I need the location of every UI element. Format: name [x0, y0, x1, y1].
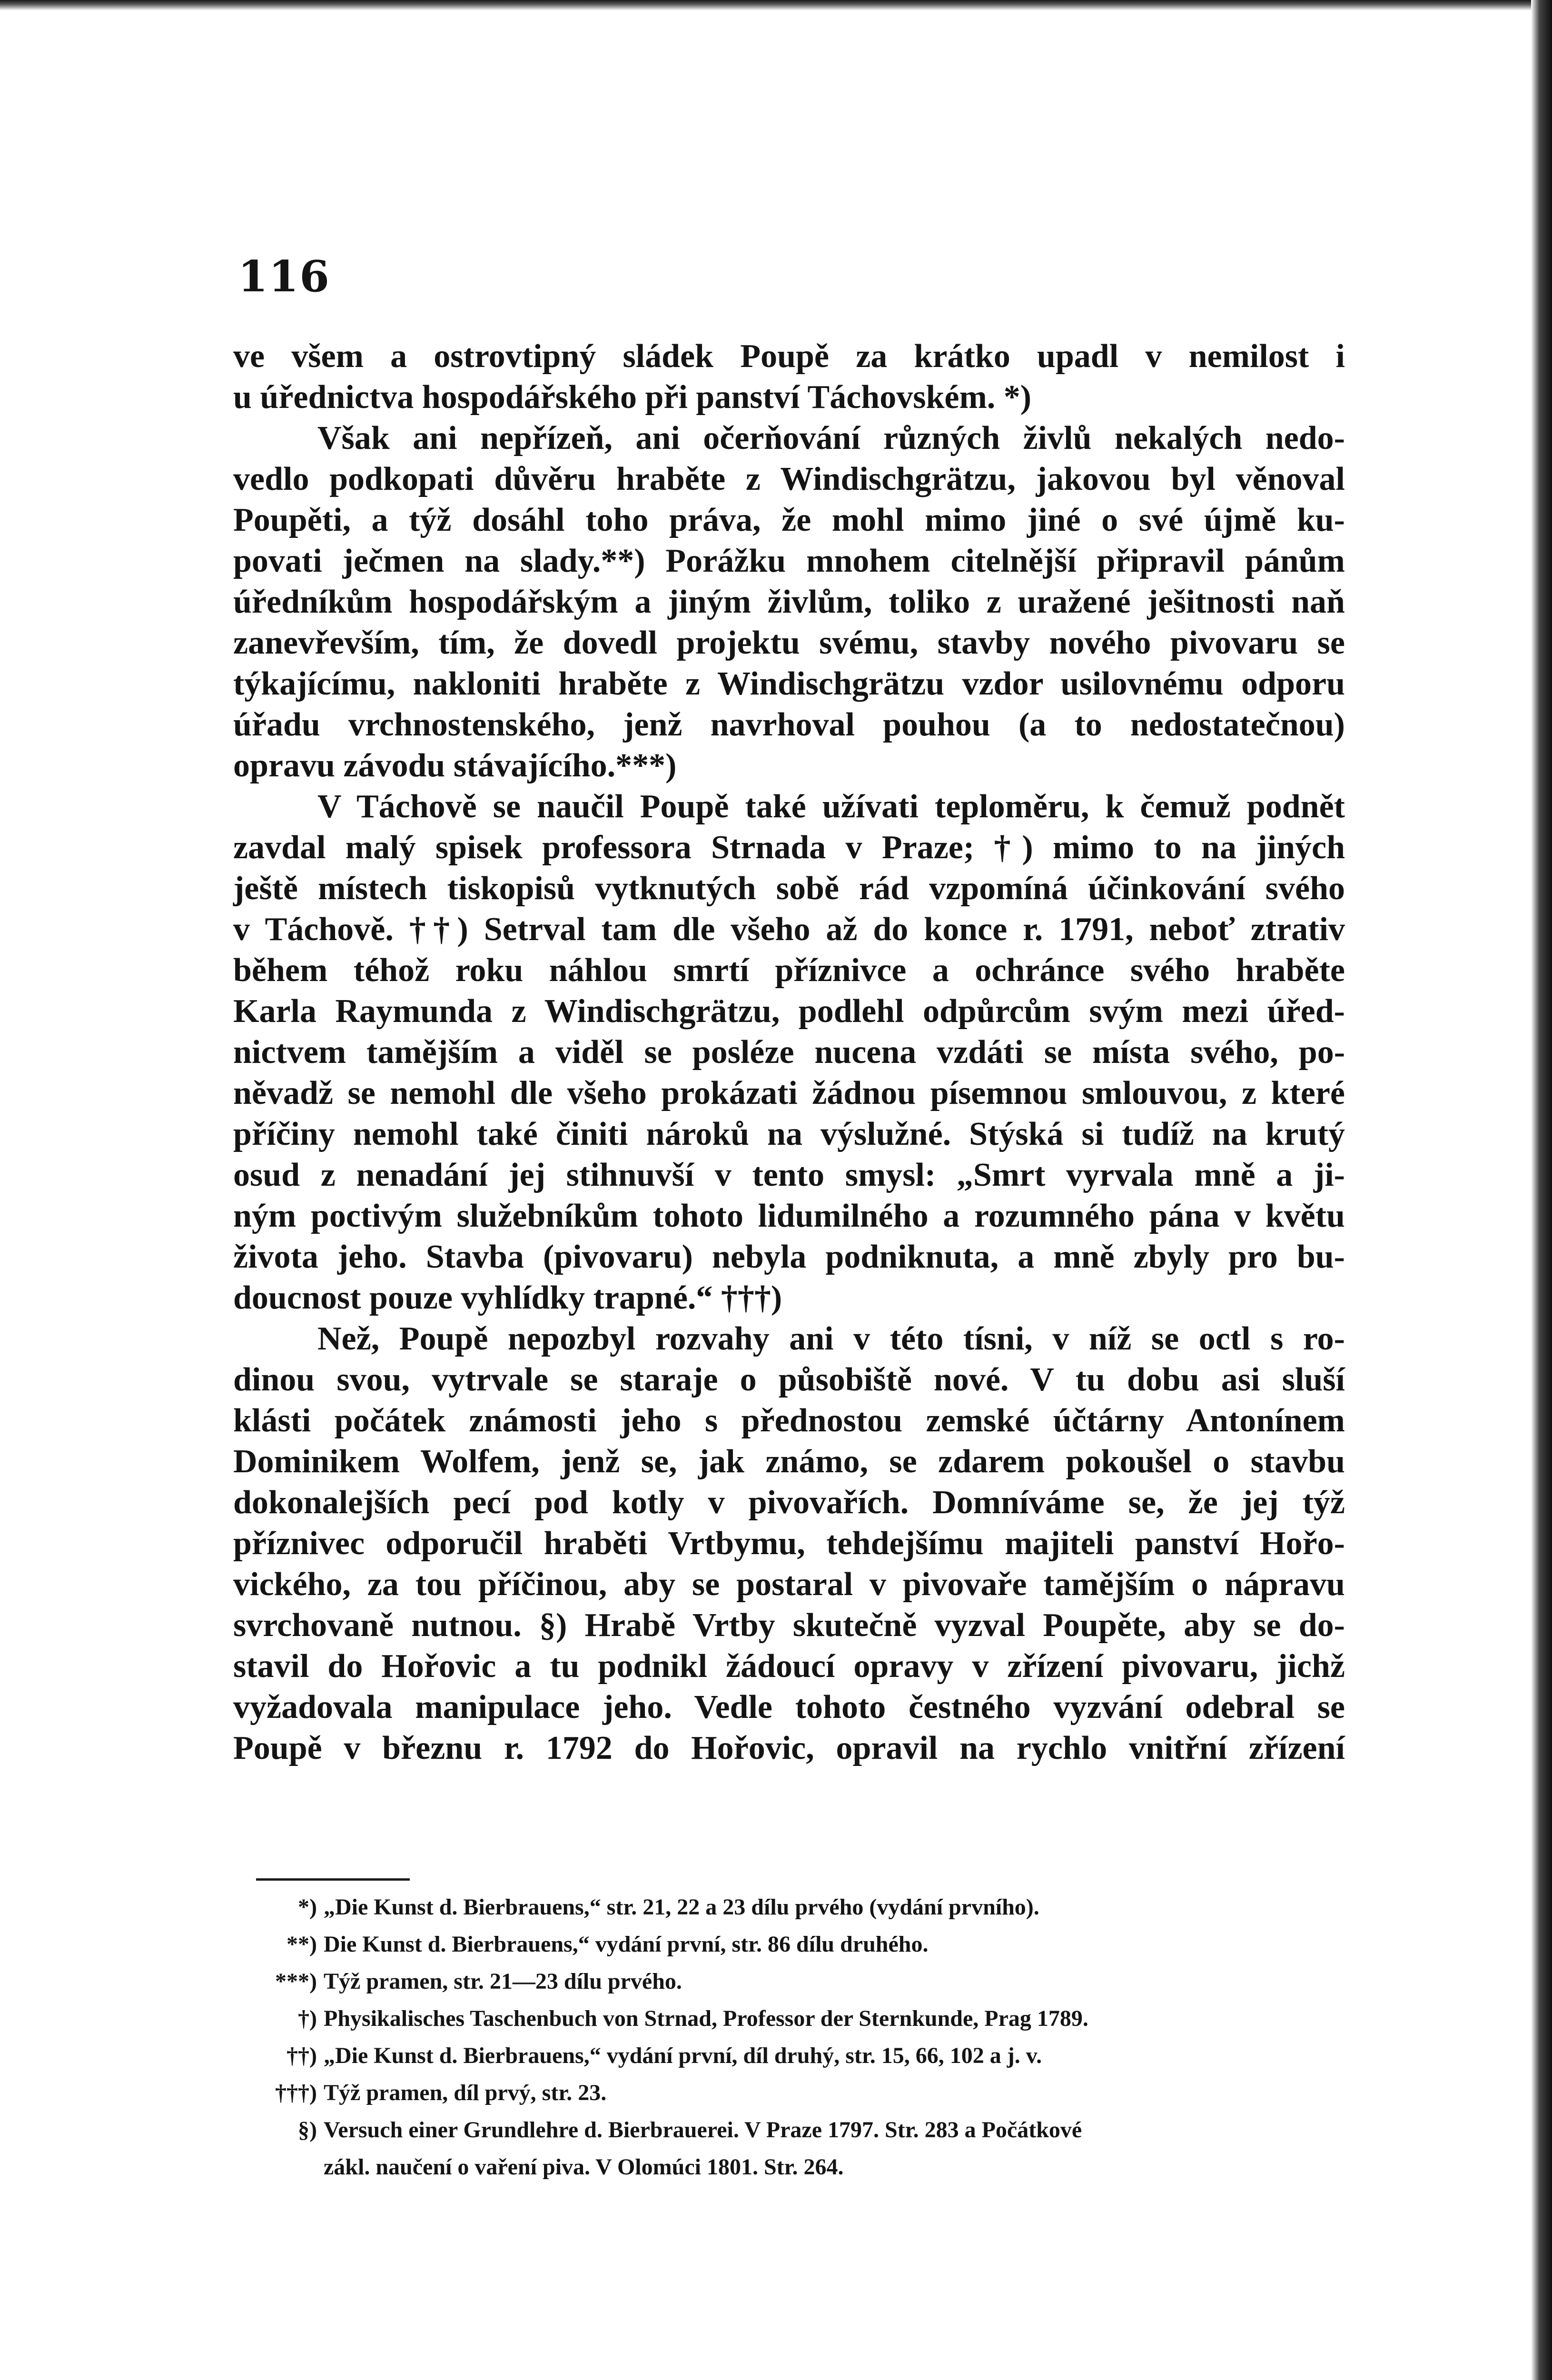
text-line: týkajícímu, nakloniti hraběte z Windischgrätzu vzdor usilovnému odporu — [233, 665, 1345, 702]
text-line: dinou svou, vytrvale se staraje o působiště nové. V tu dobu asi sluší — [233, 1361, 1345, 1398]
footnote-mark: ††) — [287, 2043, 317, 2068]
text-line: Poupěti, a týž dosáhl toho práva, že mohl mimo jiné o své újmě ku- — [233, 502, 1345, 538]
text-line: povati ječmen na slady.**) Porážku mnohem citelnější připravil pánům — [233, 543, 1345, 579]
text-line: ještě místech tiskopisů vytknutých sobě rád vzpomíná účinkování svého — [233, 870, 1345, 907]
text-line: zavdal malý spisek professora Strnada v Praze; †) mimo to na jiných — [233, 829, 1345, 866]
text-line: Poupě v březnu r. 1792 do Hořovic, opravil na rychlo vnitřní zřízení — [233, 1730, 1345, 1766]
footnote — [233, 2074, 1345, 2112]
text-line: vyžadovala manipulace jeho. Vedle tohoto čestného vyzvání odebral se — [233, 1689, 1345, 1726]
text-line: příčiny nemohl také činiti nároků na výslužné. Stýská si tudíž na krutý — [233, 1116, 1345, 1152]
text-line: ve všem a ostrovtipný sládek Poupě za krátko upadl v nemilost i — [233, 338, 1345, 375]
text-line: svrchovaně nutnou. §) Hrabě Vrtby skutečně vyzval Poupěte, aby se do- — [233, 1607, 1345, 1644]
footnote-mark: †) — [298, 2006, 317, 2031]
footnote — [233, 2000, 1345, 2037]
text-line: nictvem tamějším a viděl se posléze nucena vzdáti se místa svého, po- — [233, 1034, 1345, 1071]
footnote-text: Týž pramen, str. 21—23 dílu prvého. — [324, 1969, 682, 1994]
text-line: během téhož roku náhlou smrtí příznivce a ochránce svého hraběte — [233, 952, 1345, 989]
footnote — [233, 2037, 1345, 2074]
text-line: V Táchově se naučil Poupě také užívati teploměru, k čemuž podnět — [317, 788, 1345, 825]
footnote-text: „Die Kunst d. Bierbrauens,“ vydání první, díl druhý, str. 15, 66, 102 a j. v. — [324, 2043, 1042, 2068]
text-line: úředníkům hospodářským a jiným živlům, toliko z uražené ješitnosti naň — [233, 584, 1345, 620]
text-line: opravu závodu stávajícího.***) — [233, 747, 677, 784]
text-line: v Táchově. ††) Setrval tam dle všeho až do konce r. 1791, neboť ztrativ — [233, 911, 1345, 948]
text-line: klásti počátek známosti jeho s přednostou zemské účtárny Antonínem — [233, 1402, 1345, 1439]
text-line: příznivec odporučil hraběti Vrtbymu, tehdejšímu majiteli panství Hořo- — [233, 1525, 1345, 1562]
footnotes — [233, 1889, 1345, 2186]
footnote — [233, 2149, 1345, 2186]
text-line: života jeho. Stavba (pivovaru) nebyla podniknuta, a mně zbyly pro bu- — [233, 1239, 1345, 1275]
footnote-text: Versuch einer Grundlehre d. Bierbrauerei. V Praze 1797. Str. 283 a Počátkové — [324, 2117, 1082, 2142]
footnote-text: zákl. naučení o vaření piva. V Olomúci 1801. Str. 264. — [324, 2154, 844, 2180]
text-line: doucnost pouze vyhlídky trapné.“ †††) — [233, 1279, 782, 1316]
scan-edge-top — [0, 0, 1552, 10]
text-line: něvadž se nemohl dle všeho prokázati žádnou písemnou smlouvou, z které — [233, 1075, 1345, 1111]
text-line: stavil do Hořovic a tu podnikl žádoucí opravy v zřízení pivovaru, jichž — [233, 1648, 1345, 1685]
footnote-text: Týž pramen, díl prvý, str. 23. — [324, 2080, 607, 2105]
text-line: vedlo podkopati důvěru hraběte z Windischgrätzu, jakovou byl věnoval — [233, 461, 1345, 497]
text-line: dokonalejších pecí pod kotly v pivovařích. Domníváme se, že jej týž — [233, 1484, 1345, 1521]
text-line: Dominikem Wolfem, jenž se, jak známo, se zdarem pokoušel o stavbu — [233, 1443, 1345, 1480]
text-line: ným poctivým služebníkům tohoto lidumilného a rozumného pána v květu — [233, 1198, 1345, 1234]
body-text — [233, 336, 1345, 1769]
footnote-text: „Die Kunst d. Bierbrauens,“ str. 21, 22 a 23 dílu prvého (vydání prvního). — [324, 1894, 1039, 1920]
footnote-mark: **) — [287, 1932, 317, 1957]
page-number: 116 — [238, 251, 330, 302]
footnote — [233, 2112, 1345, 2149]
scan-edge-right — [1531, 0, 1552, 2380]
text-line: osud z nenadání jej stihnuvší v tento smysl: „Smrt vyrvala mně a ji- — [233, 1157, 1345, 1193]
footnote-mark: ***) — [275, 1969, 317, 1994]
footnote — [233, 1926, 1345, 1963]
footnote-mark: §) — [298, 2117, 317, 2142]
text-line: Však ani nepřízeň, ani očerňování různých živlů nekalých nedo- — [317, 420, 1345, 456]
text-line: Karla Raymunda z Windischgrätzu, podlehl odpůrcům svým mezi úřed- — [233, 993, 1345, 1030]
footnote-separator — [256, 1878, 410, 1881]
text-line: úřadu vrchnostenského, jenž navrhoval pouhou (a to nedostatečnou) — [233, 706, 1345, 743]
text-line: u úřednictva hospodářského při panství Táchovském. *) — [233, 379, 1032, 416]
footnote-text: Physikalisches Taschenbuch von Strnad, Professor der Sternkunde, Prag 1789. — [324, 2006, 1088, 2031]
footnote-mark: †††) — [275, 2080, 317, 2105]
footnote — [233, 1889, 1345, 1926]
text-line: zanevřevším, tím, že dovedl projektu svému, stavby nového pivovaru se — [233, 625, 1345, 661]
text-line: vického, za tou příčinou, aby se postaral v pivovaře tamějším o nápravu — [233, 1566, 1345, 1603]
footnote-mark: *) — [298, 1894, 317, 1920]
footnote — [233, 1963, 1345, 2000]
footnote-text: Die Kunst d. Bierbrauens,“ vydání první, str. 86 dílu druhého. — [324, 1932, 929, 1957]
text-line: Než, Poupě nepozbyl rozvahy ani v této tísni, v níž se octl s ro- — [317, 1320, 1345, 1357]
